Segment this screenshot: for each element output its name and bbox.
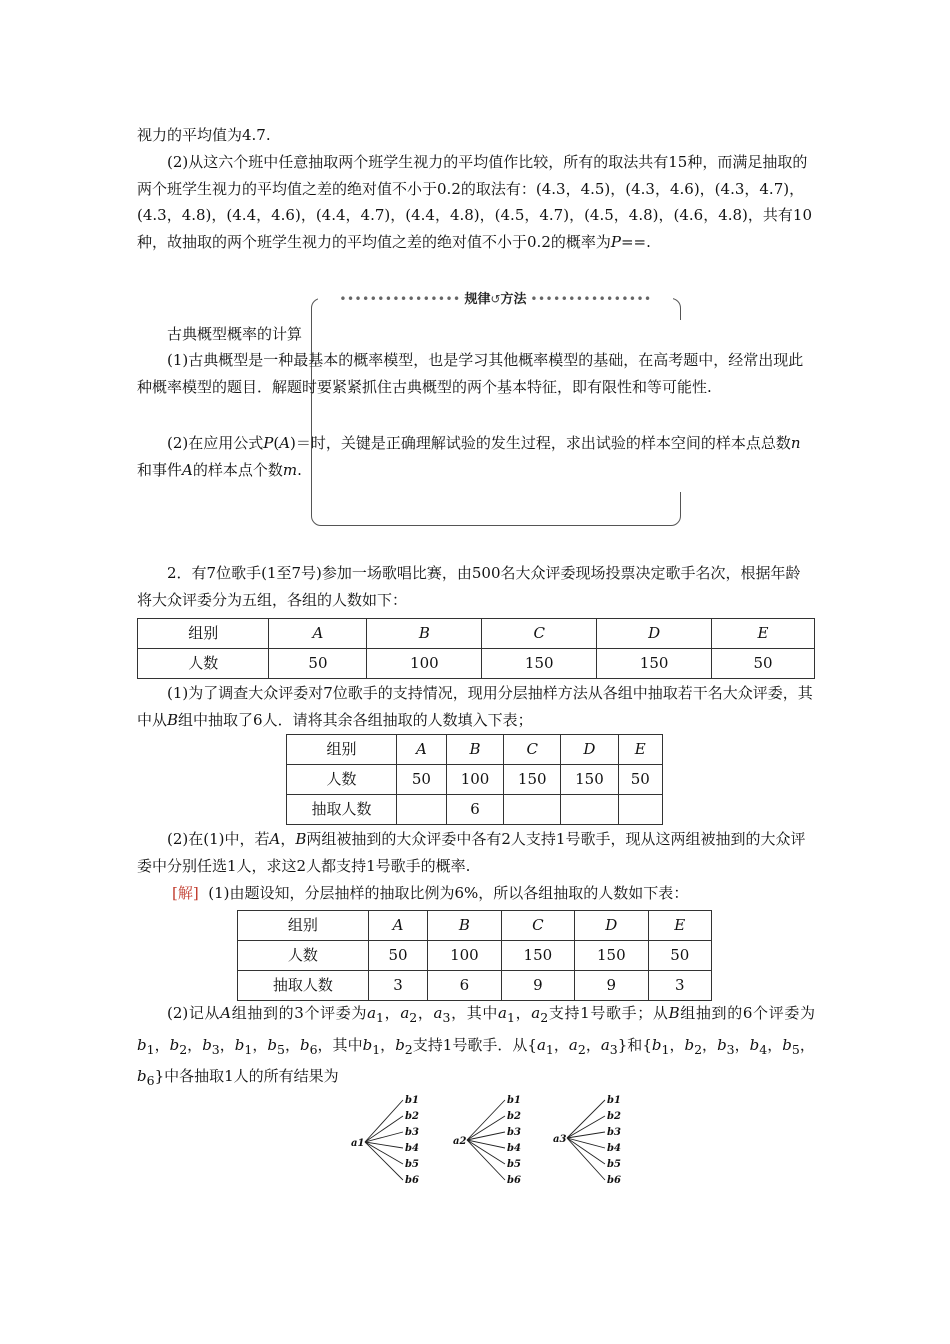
table-cell: C <box>482 619 597 649</box>
method-box-tag <box>318 290 673 308</box>
table-cell: 组别 <box>287 735 397 765</box>
table-row <box>238 911 712 941</box>
tree-branch <box>365 1116 403 1142</box>
tree-leaf-label: b3 <box>507 1127 521 1138</box>
solution-part2: (2)记从A组抽到的3个评委为$a_1$，$a_2$，$a_3$，其中$a_1$，$a_2$支持1号歌手；从B组抽到的6个评委为$b_1$，$b_2$，$b_3$，$b_1$，$b_5$，$b_6$，其中$b_1$，$b_2$支持1号歌手．从{$a_1$，$a_2$，$a_3$}和{$b_1$，$b_2$，$b_3$，$b_4$，$b_5$，$b_6$}中各抽取1人的所有结果为 <box>137 1004 816 1088</box>
tree-leaf-label: b3 <box>405 1127 419 1138</box>
table-cell: D <box>561 735 618 765</box>
table-cell: 100 <box>428 941 501 971</box>
prev-q2-prob-symbol: P <box>610 232 621 251</box>
tree-leaf-label: b6 <box>607 1175 621 1185</box>
method-p2-a: (2)在应用公式 <box>167 434 264 452</box>
method-tag-label: 规律 <box>464 292 491 307</box>
table-cell: C <box>501 911 574 941</box>
table-cell: 人数 <box>138 649 269 679</box>
problem2-intro: 2．有7位歌手(1至7号)参加一场歌唱比赛，由500名大众评委现场投票决定歌手名次，根据年龄将大众评委分为五组，各组的人数如下： <box>137 564 801 609</box>
table-cell: 6 <box>446 795 503 825</box>
table-row <box>287 765 663 795</box>
table-cell: 100 <box>367 649 482 679</box>
table-cell: 人数 <box>287 765 397 795</box>
table-cell: 人数 <box>238 941 369 971</box>
method-point-2 <box>137 430 815 483</box>
table-cell: D <box>597 619 712 649</box>
method-p2-paren: ( <box>273 434 280 452</box>
table-row <box>238 971 712 1001</box>
table-row <box>287 735 663 765</box>
tree-leaf-label: b4 <box>405 1143 419 1154</box>
tree-leaf-label: b6 <box>405 1175 419 1185</box>
table-cell: 150 <box>504 765 561 795</box>
prev-q2-end: ==. <box>620 232 651 251</box>
table-cell: 3 <box>368 971 427 1001</box>
solution-tag: [解] <box>172 884 199 902</box>
table-cell: 9 <box>575 971 648 1001</box>
tree-leaf-label: b2 <box>607 1111 621 1122</box>
table-group-counts <box>137 618 815 679</box>
method-title: 古典概型概率的计算 <box>167 325 303 343</box>
table-cell: 9 <box>501 971 574 1001</box>
table-cell: B <box>367 619 482 649</box>
table-cell <box>618 795 662 825</box>
method-p2-c: 和事件 <box>137 460 183 479</box>
table-cell: 150 <box>597 649 712 679</box>
table-cell: 50 <box>269 649 367 679</box>
solution-part1: [解] (1)由题设知，分层抽样的抽取比例为6%，所以各组抽取的人数如下表： <box>172 884 689 902</box>
table-cell: 组别 <box>138 619 269 649</box>
table-cell: 抽取人数 <box>238 971 369 1001</box>
tag-dots-right: •••••••••••••••• <box>530 292 652 306</box>
table-cell: 50 <box>712 649 815 679</box>
table-cell <box>396 795 446 825</box>
table-cell: E <box>648 911 711 941</box>
table-cell: 6 <box>428 971 501 1001</box>
tree-leaf-label: b4 <box>607 1143 621 1154</box>
method-p2-A: A <box>279 434 291 452</box>
table-cell: 50 <box>368 941 427 971</box>
table-cell <box>561 795 618 825</box>
table-cell: C <box>504 735 561 765</box>
table-cell: 50 <box>648 941 711 971</box>
table-cell: 150 <box>575 941 648 971</box>
table-cell: 50 <box>396 765 446 795</box>
method-p2-n: n <box>790 434 801 452</box>
tree-leaf-label: b4 <box>507 1143 521 1154</box>
method-point-1: (1)古典概型是一种最基本的概率模型，也是学习其他概率模型的基础，在高考题中，经常出现此种概率模型的题目．解题时要紧紧抓住古典概型的两个基本特征，即有限性和等可能性. <box>137 351 804 396</box>
prev-q2-text: (2)从这六个班中任意抽取两个班学生视力的平均值作比较，所有的取法共有15种，而满足抽取的两个班学生视力的平均值之差的绝对值不小于0.2的取法有：(4.3，4.5)，(4.3，4.6)，(4.3，4.7)，(4.3，4.8)，(4.4，4.6)，(4.4，4.7)，(4.4，4.8)，(4.5，4.7)，(4.5，4.8)，(4.6，4.8)，共有10种，故抽取的两个班学生视力的平均值之差的绝对值不小于0.2的概率为 <box>137 153 812 251</box>
tree-leaf-label: b2 <box>405 1111 419 1122</box>
tree-leaf-label: b5 <box>405 1159 419 1170</box>
table-cell: E <box>618 735 662 765</box>
tree-leaf-label: b1 <box>405 1095 419 1106</box>
table-cell: 100 <box>446 765 503 795</box>
tree-diagram <box>345 1090 635 1185</box>
tree-a2 <box>453 1095 521 1185</box>
method-p2-A2: A <box>182 460 193 479</box>
tag-swirl-icon: ↺ <box>490 292 501 306</box>
table-cell: 组别 <box>238 911 369 941</box>
table-row <box>238 941 712 971</box>
tree-leaf-label: b2 <box>507 1111 521 1122</box>
tree-branch <box>567 1138 605 1180</box>
tree-a3 <box>553 1095 621 1185</box>
tree-leaf-label: b5 <box>607 1159 621 1170</box>
table-cell: B <box>446 735 503 765</box>
method-p2-m: m <box>282 460 298 479</box>
table-sampling-blank <box>286 734 663 825</box>
table-cell: 50 <box>618 765 662 795</box>
problem2-q1: (1)为了调查大众评委对7位歌手的支持情况，现用分层抽样方法从各组中抽取若干名大众评委，其中从B组中抽取了6人．请将其余各组抽取的人数填入下表； <box>137 684 813 729</box>
tag-dots-left: •••••••••••••••• <box>339 292 461 306</box>
tree-a1 <box>351 1095 419 1185</box>
table-sampling-answer <box>237 910 712 1001</box>
method-p2-b: )＝时，关键是正确理解试验的发生过程，求出试验的样本空间的样本点总数 <box>290 434 791 452</box>
prev-answer-line: 视力的平均值为4.7. <box>137 126 271 144</box>
table-row <box>287 795 663 825</box>
prev-answer-q2 <box>137 149 815 255</box>
method-p2-e: . <box>297 460 302 479</box>
method-p2-P: P <box>263 434 274 452</box>
table-cell <box>504 795 561 825</box>
tree-branch <box>365 1100 403 1142</box>
tree-root-label: a1 <box>351 1138 365 1149</box>
method-tag-label-2: 方法 <box>500 292 527 307</box>
method-p2-d: 的样本点个数 <box>192 460 283 479</box>
table-cell: B <box>428 911 501 941</box>
table-row <box>138 619 815 649</box>
table-cell: A <box>269 619 367 649</box>
table-cell: 150 <box>482 649 597 679</box>
table-cell: A <box>396 735 446 765</box>
table-cell: D <box>575 911 648 941</box>
tree-root-label: a3 <box>553 1134 567 1145</box>
table-cell: 抽取人数 <box>287 795 397 825</box>
tree-leaf-label: b6 <box>507 1175 521 1185</box>
table-row <box>138 649 815 679</box>
table-cell: 150 <box>501 941 574 971</box>
tree-leaf-label: b1 <box>607 1095 621 1106</box>
tree-root-label: a2 <box>453 1136 467 1147</box>
table-cell: E <box>712 619 815 649</box>
table-cell: A <box>368 911 427 941</box>
tree-branch <box>567 1138 605 1148</box>
tree-branch <box>567 1138 605 1164</box>
problem2-q2: (2)在(1)中，若A，B两组被抽到的大众评委中各有2人支持1号歌手，现从这两组被抽到的大众评委中分别任选1人，求这2人都支持1号歌手的概率. <box>137 830 806 875</box>
table-cell: 150 <box>561 765 618 795</box>
tree-leaf-label: b5 <box>507 1159 521 1170</box>
tree-leaf-label: b1 <box>507 1095 521 1106</box>
tree-branch <box>365 1132 403 1142</box>
table-cell: 3 <box>648 971 711 1001</box>
tree-leaf-label: b3 <box>607 1127 621 1138</box>
